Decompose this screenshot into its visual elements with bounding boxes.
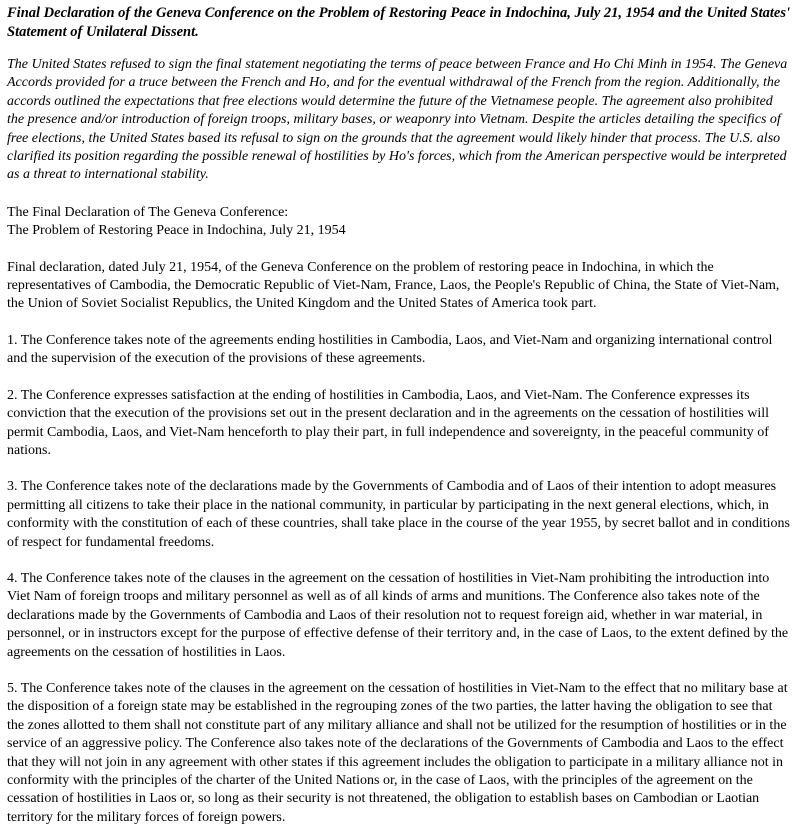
lead-summary-paragraph: The United States refused to sign the final statement negotiating the terms of peace between France and Ho Chi Minh in 1954. The Geneva Accords provided for a truce between the French and Ho, and for the eventual withdrawal of the French from the region. Additionally, the accords outlined the expectations that free elections would determine the future of the Vietnamese people. The agreement also prohibited the presence and/or introduction of foreign troops, military bases, or weaponry into Vietnam. Despite the articles detailing the specifics of free elections, the United States based its refusal to sign on the grounds that the agreement would likely hinder that process. The U.S. also clarified its position regarding the possible renewal of hostilities by Ho's forces, which from the American perspective would be interpreted as a threat to international stability. [7,57,788,183]
declaration-heading [7,204,791,241]
article-paragraph-4: 4. The Conference takes note of the clauses in the agreement on the cessation of hostilities in Viet-Nam prohibiting the introduction into Viet Nam of foreign troops and military personnel as well as of all kinds of arms and munitions. The Conference also takes note of the declarations made by the Governments of Cambodia and Laos of their resolution not to request foreign aid, whether in war material, in personnel, or in instructors except for the purpose of effective defense of their territory and, in the case of Laos, to the extent defined by the agreements on the cessation of hostilities in Laos. [7,570,789,660]
document-title: Final Declaration of the Geneva Conference on the Problem of Restoring Peace in Indochina, July 21, 1954 and the United States' Statement of Unilateral Dissent. [7,5,791,40]
article-paragraph-1: 1. The Conference takes note of the agreements ending hostilities in Cambodia, Laos, and Viet-Nam and organizing international control and the supervision of the execution of the provisions of these agreements. [7,332,773,367]
article-paragraph-5: 5. The Conference takes note of the clauses in the agreement on the cessation of hostilities in Viet-Nam to the effect that no military base at the disposition of a foreign state may be established in the regrouping zones of the two parties, the latter having the obligation to see that the zones allotted to them shall not constitute part of any military alliance and shall not be utilized for the resumption of hostilities or in the service of an aggressive policy. The Conference also takes note of the declarations of the Governments of Cambodia and Laos to the effect that they will not join in any agreement with other states if this agreement includes the obligation to participate in a military alliance not in conformity with the principles of the charter of the United Nations or, in the case of Laos, with the principles of the agreement on the cessation of hostilities in Laos or, so long as their security is not threatened, the obligation to establish bases on Cambodian or Laotian territory for the military forces of foreign powers. [7,680,788,825]
declaration-heading-line-1: The Final Declaration of The Geneva Conference: [7,204,289,220]
article-paragraph-2: 2. The Conference expresses satisfaction at the ending of hostilities in Cambodia, Laos, and Viet-Nam. The Conference expresses its conviction that the execution of the provisions set out in the present declaration and in the agreements on the cessation of hostilities will permit Cambodia, Laos, and Viet-Nam henceforth to play their part, in full independence and sovereignty, in the peaceful community of nations. [7,387,770,458]
article-paragraph-3: 3. The Conference takes note of the declarations made by the Governments of Cambodia and of Laos of their intention to adopt measures permitting all citizens to take their place in the national community, in particular by participating in the next general elections, which, in conformity with the constitution of each of these countries, shall take place in the course of the year 1955, by secret ballot and in conditions of respect for fundamental freedoms. [7,479,790,550]
preamble-paragraph: Final declaration, dated July 21, 1954, of the Geneva Conference on the problem of restoring peace in Indochina, in which the representatives of Cambodia, the Democratic Republic of Viet-Nam, France, Laos, the People's Republic of China, the State of Viet-Nam, the Union of Soviet Socialist Republics, the United Kingdom and the United States of America took part. [7,259,780,312]
declaration-heading-line-2: The Problem of Restoring Peace in Indochina, July 21, 1954 [7,223,346,239]
